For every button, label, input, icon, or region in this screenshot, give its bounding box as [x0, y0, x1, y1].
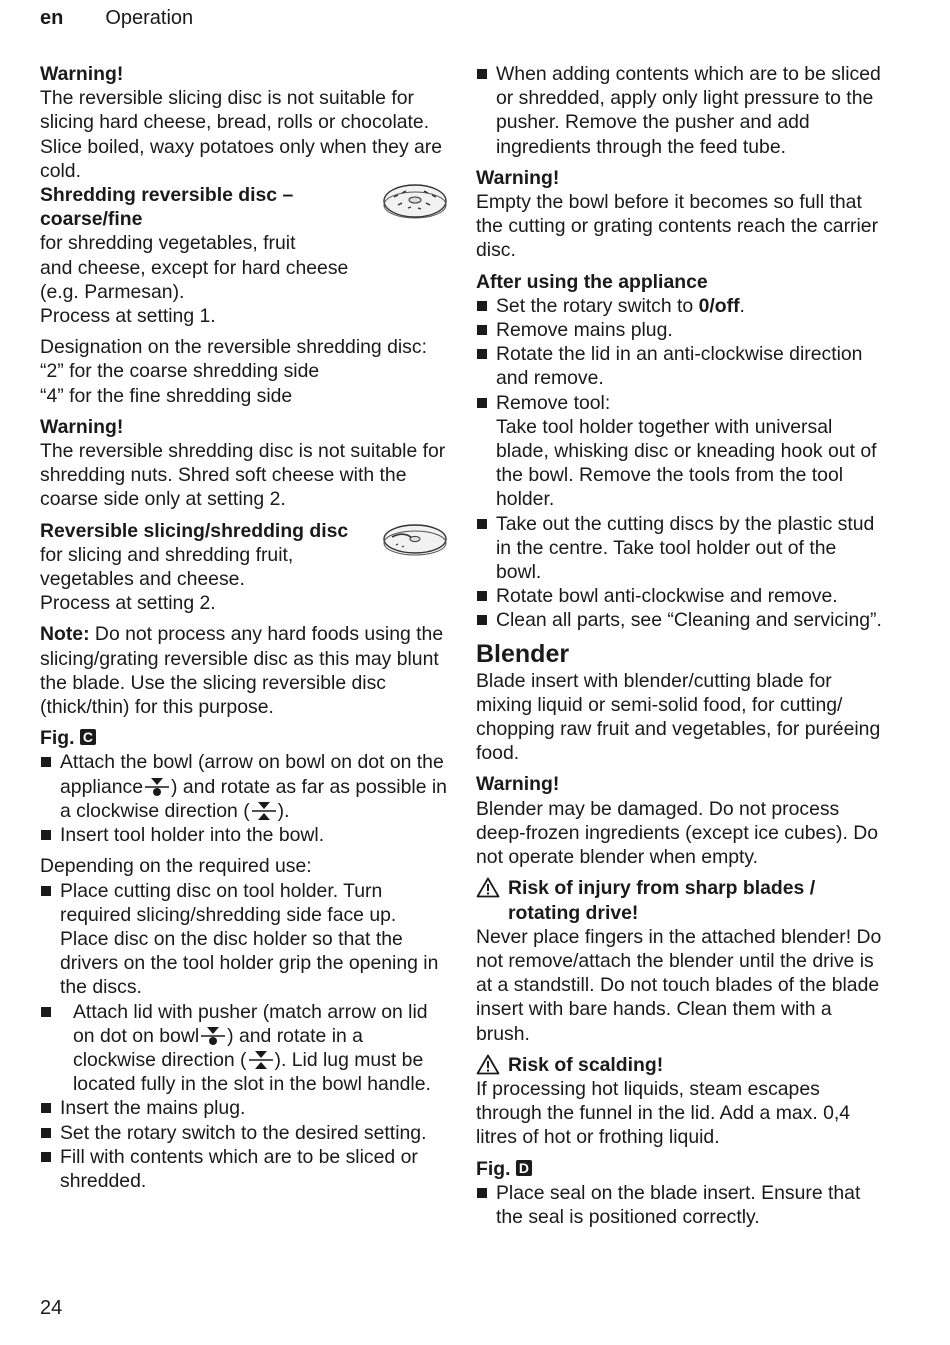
figure-label: Fig.	[40, 727, 75, 750]
step-text: Attach lid with pusher (match arrow on lid on dot on bowl	[73, 1000, 428, 1047]
blender-description: Blade insert with blender/cutting blade for mixing liquid or semi-solid food, for cutting/ chopping raw fruit and vegetables, for puréeing food.	[476, 669, 881, 765]
bullet-item	[40, 1096, 450, 1120]
step-text: .	[739, 294, 745, 317]
bullet-square-icon	[41, 1152, 51, 1162]
bullet-item	[476, 391, 886, 512]
bullet-item	[476, 512, 886, 585]
step-text: ) and rotate in a clockwise direction (	[73, 1024, 363, 1071]
bullet-item	[476, 318, 886, 342]
note-paragraph	[40, 622, 450, 719]
bullet-square-icon	[477, 591, 487, 601]
designation-line: Designation on the reversible shredding disc:	[40, 336, 427, 359]
shredding-desc-line: and cheese, except for hard cheese	[40, 256, 349, 279]
step-text: Fill with contents which are to be sliced or shredded.	[60, 1145, 418, 1192]
clockwise-lock-icon	[252, 801, 276, 821]
slicing-setting: Process at setting 2.	[40, 592, 216, 615]
warning-triangle-icon	[476, 877, 500, 898]
bullet-item	[476, 342, 886, 390]
step-text: Place seal on the blade insert. Ensure that the seal is positioned correctly.	[496, 1181, 861, 1228]
after-use-heading: After using the appliance	[476, 270, 708, 293]
step-text: Remove mains plug.	[496, 319, 673, 342]
scalding-risk-heading	[476, 1053, 886, 1077]
step-text: Take out the cutting discs by the plastic stud in the centre. Take tool holder out of the bowl.	[496, 512, 875, 584]
bullet-item	[40, 1121, 450, 1145]
bullet-item	[476, 608, 886, 632]
figure-label: Fig.	[476, 1157, 511, 1180]
step-text: Rotate bowl anti-clockwise and remove.	[496, 585, 838, 608]
arrow-to-dot-icon	[201, 1026, 225, 1046]
bullet-square-icon	[477, 325, 487, 335]
bullet-square-icon	[477, 519, 487, 529]
bullet-item	[40, 750, 450, 823]
risk-text: If processing hot liquids, steam escapes through the funnel in the lid. Add a max. 0,4 litres of hot or frothing liquid.	[476, 1077, 851, 1149]
figure-letter-badge: C	[80, 729, 96, 745]
designation-block	[40, 335, 450, 408]
step-text: Take tool holder together with universal blade, whisking disc or kneading hook out of the bowl. Remove the tools from the tool holder.	[496, 415, 877, 511]
step-text: Set the rotary switch to the desired setting.	[60, 1121, 427, 1144]
bullet-square-icon	[41, 886, 51, 896]
designation-line: “4” for the fine shredding side	[40, 384, 293, 407]
depending-text: Depending on the required use:	[40, 855, 312, 878]
bullet-square-icon	[41, 757, 51, 767]
step-text: Set the rotary switch to	[496, 294, 699, 317]
slicing-disc-title: Reversible slicing/shredding disc	[40, 519, 349, 542]
designation-line: “2” for the coarse shredding side	[40, 360, 320, 383]
bullet-item	[476, 1181, 886, 1229]
step-text: ) and rotate as far as possible in a clockwise direction (	[60, 775, 447, 822]
bullet-item	[40, 879, 450, 1000]
warning-heading: Warning!	[476, 166, 560, 189]
warning-text: The reversible shredding disc is not suitable for shredding nuts. Shred soft cheese with the coarse side only at setting 2.	[40, 440, 446, 511]
warning-text: Empty the bowl before it becomes so full that the cutting or grating contents reach the carrier disc.	[476, 191, 879, 262]
bullet-item	[476, 62, 886, 159]
slicing-desc-line: vegetables and cheese.	[40, 568, 245, 591]
bullet-item	[476, 584, 886, 608]
blender-heading: Blender	[476, 639, 570, 668]
bullet-square-icon	[477, 69, 487, 79]
slicing-disc-icon	[382, 521, 448, 559]
shredding-setting: Process at setting 1.	[40, 305, 216, 328]
shredding-disc-title: Shredding reversible disc –	[40, 184, 294, 207]
step-text: Clean all parts, see “Cleaning and servicing”.	[496, 609, 882, 632]
bullet-square-icon	[41, 1007, 51, 1017]
bullet-square-icon	[477, 301, 487, 311]
bullet-square-icon	[41, 830, 51, 840]
slicing-disc-section	[40, 519, 450, 616]
arrow-to-dot-icon	[145, 777, 169, 797]
bullet-square-icon	[41, 1128, 51, 1138]
step-text: ). Lid lug must be located fully in the slot in the bowl handle.	[73, 1048, 431, 1096]
warning-text: Blender may be damaged. Do not process deep-frozen ingredients (except ice cubes). Do not operate blender when empty.	[476, 797, 879, 869]
section-title: Operation	[105, 7, 194, 29]
step-text: Insert tool holder into the bowl.	[60, 824, 325, 847]
shredding-desc-line: for shredding vegetables, fruit	[40, 232, 296, 255]
step-text: ).	[277, 799, 290, 822]
bullet-square-icon	[477, 1188, 487, 1198]
warning-heading: Warning!	[40, 415, 124, 438]
note-label: Note:	[40, 623, 90, 646]
bullet-item	[40, 823, 450, 847]
warning-heading: Warning!	[476, 773, 560, 796]
switch-position-label: 0/off	[698, 294, 740, 317]
step-text: When adding contents which are to be sliced or shredded, apply only light pressure to the pusher. Remove the pusher and add ingredients through the feed tube.	[496, 63, 881, 158]
risk-title: Risk of scalding!	[508, 1053, 664, 1076]
page-header	[40, 6, 193, 30]
language-code: en	[40, 7, 64, 29]
bullet-square-icon	[477, 349, 487, 359]
step-text: Attach the bowl (arrow on bowl on dot on the appliance	[60, 751, 444, 798]
step-text: Remove tool:	[496, 391, 611, 414]
page-number: 24	[40, 1297, 63, 1319]
bullet-square-icon	[41, 1103, 51, 1113]
right-column	[476, 62, 886, 1229]
bullet-item	[40, 1000, 450, 1097]
risk-title: Risk of injury from sharp blades /	[508, 877, 816, 900]
figure-letter-badge: D	[516, 1160, 532, 1176]
clockwise-lock-icon	[249, 1050, 273, 1070]
bullet-item	[476, 294, 886, 318]
warning-text: The reversible slicing disc is not suitable for slicing hard cheese, bread, rolls or chocolate. Slice boiled, waxy potatoes only when they are cold.	[40, 87, 443, 182]
shredding-disc-icon	[382, 181, 448, 221]
note-text: Do not process any hard foods using the slicing/grating reversible disc as this may blunt the blade. Use the slicing reversible disc (thick/thin) for this purpose.	[40, 623, 444, 719]
warning-triangle-icon	[476, 1054, 500, 1075]
step-text: Place cutting disc on tool holder. Turn required slicing/shredding side face up. Place disc on the disc holder so that the drivers on the tool holder grip the opening in the discs.	[60, 879, 439, 999]
figure-d-reference	[476, 1157, 886, 1181]
bullet-item	[40, 1145, 450, 1193]
bullet-square-icon	[477, 398, 487, 408]
shredding-disc-title-cont: coarse/fine	[40, 208, 143, 231]
shredding-desc-line: (e.g. Parmesan).	[40, 280, 185, 303]
warning-heading: Warning!	[40, 63, 124, 85]
injury-risk-heading	[476, 876, 886, 924]
risk-text: Never place fingers in the attached blender! Do not remove/attach the blender until the drive is at a standstill. Do not touch blades of the blade insert with bare hands. Clean them with a brush.	[476, 925, 882, 1045]
step-text: Insert the mains plug.	[60, 1097, 246, 1120]
left-column	[40, 62, 450, 1193]
shredding-disc-section	[40, 183, 450, 328]
step-text: Rotate the lid in an anti-clockwise direction and remove.	[496, 343, 863, 390]
figure-c-reference	[40, 726, 450, 750]
bullet-square-icon	[477, 615, 487, 625]
slicing-desc-line: for slicing and shredding fruit,	[40, 543, 294, 566]
risk-title-cont: rotating drive!	[508, 901, 639, 924]
